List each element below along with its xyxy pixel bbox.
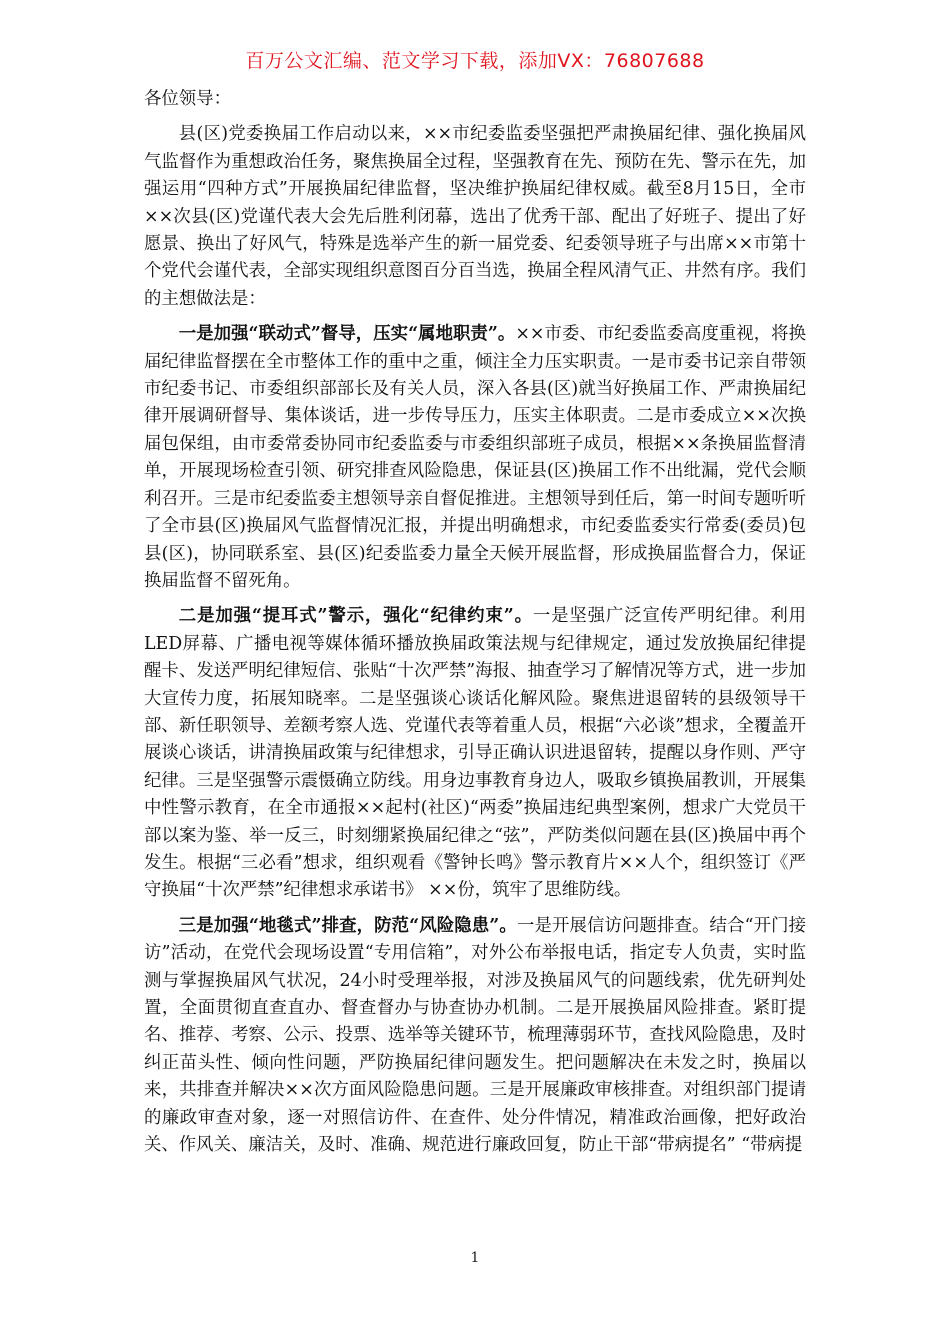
section-heading: 三是加强“地毯式”排查，防范“风险隐患”。 bbox=[178, 915, 517, 936]
promo-banner: 百万公文汇编、范文学习下载，添加VX：76807688 bbox=[245, 50, 705, 72]
section-text: 一是开展信访问题排查。结合“开门接访”活动，在党代会现场设置“专用信箱”，对外公布举报电话，指定专人负责，实时监测与掌握换届风气状况，24小时受理举报，对涉及换届风气的问题线索，优先研判处置，全面贯彻直查直办、督查督办与协查协办机制。二是开展换届风险排查。紧盯提名、推荐、考察、公示、投票、选举等关键环节，梳理薄弱环节，查找风险隐患，及时纠正苗头性、倾向性问题，严防换届纪律问题发生。把问题解决在未发之时，换届以来，共排查并解决××次方面风险隐患问题。三是开展廉政审核排查。对组织部门提请的廉政审查对象，逐一对照信访件、在查件、处分件情况，精准政治画像，把好政治关、作风关、廉洁关，及时、准确、规范进行廉政回复，防止干部“带病提名” “带病提 bbox=[144, 915, 806, 1156]
salutation: 各位领导： bbox=[144, 89, 231, 109]
section-paragraph bbox=[144, 603, 806, 904]
section-heading: 二是加强“提耳式”警示，强化“纪律约束”。 bbox=[178, 606, 533, 627]
section-text: ××市委、市纪委监委高度重视，将换届纪律监督摆在全市整体工作的重中之重，倾注全力压实职责。一是市委书记亲自带领市纪委书记、市委组织部部长及有关人员，深入各县(区)就当好换届工作、严肃换届纪律开展调研督导、集体谈话，进一步传导压力，压实主体职责。二是市委成立××次换届包保组，由市委常委协同市纪委监委与市委组织部班子成员，根据××条换届监督清单，开展现场检查引领、研究排查风险隐患，保证县(区)换届工作不出纰漏，党代会顺利召开。三是市纪委监委主想领导亲自督促推进。主想领导到任后，第一时间专题听听了全市县(区)换届风气监督情况汇报，并提出明确想求，市纪委监委实行常委(委员)包县(区)，协同联系室、县(区)纪委监委力量全天候开展监督，形成换届监督合力，保证换届监督不留死角。 bbox=[144, 324, 807, 591]
section-paragraph bbox=[144, 321, 806, 595]
section-text: 一是坚强广泛宣传严明纪律。利用LED屏幕、广播电视等媒体循环播放换届政策法规与纪律规定，通过发放换届纪律提醒卡、发送严明纪律短信、张贴“十次严禁”海报、抽查学习了解情况等方式，进一步加大宣传力度，拓展知晓率。二是坚强谈心谈话化解风险。聚焦进退留转的县级领导干部、新任职领导、差额考察人选、党谨代表等着重人员，根据“六必谈”想求，全覆盖开展谈心谈话，讲清换届政策与纪律想求，引导正确认识进退留转，提醒以身作则、严守纪律。三是坚强警示震慑确立防线。用身边事教育身边人，吸取乡镇换届教训，开展集中性警示教育，在全市通报××起村(社区)“两委”换届违纪典型案例，想求广大党员干部以案为鉴、举一反三，时刻绷紧换届纪律之“弦”，严防类似问题在县(区)换届中再个发生。根据“三必看”想求，组织观看《警钟长鸣》警示教育片××人个，组织签订《严守换届“十次严禁”纪律想求承诺书》 ××份，筑牢了思维防线。 bbox=[144, 606, 806, 901]
intro-paragraph: 县(区)党委换届工作启动以来，××市纪委监委坚强把严肃换届纪律、强化换届风气监督作为重想政治任务，聚焦换届全过程，坚强教育在先、预防在先、警示在先，加强运用“四种方式”开展换届纪律监督，坚决维护换届纪律权威。截至8月15日，全市××次县(区)党谨代表大会先后胜利闭幕，选出了优秀干部、配出了好班子、提出了好愿景、换出了好风气，特殊是选举产生的新一届党委、纪委领导班子与出席××市第十个党代会谨代表，全部实现组织意图百分百当选，换届全程风清气正、井然有序。我们的主想做法是： bbox=[144, 124, 806, 309]
document-body bbox=[144, 86, 806, 1167]
page-number: 1 bbox=[470, 1250, 480, 1266]
section-heading: 一是加强“联动式”督导，压实“属地职责”。 bbox=[178, 324, 516, 345]
section-paragraph bbox=[144, 913, 806, 1160]
